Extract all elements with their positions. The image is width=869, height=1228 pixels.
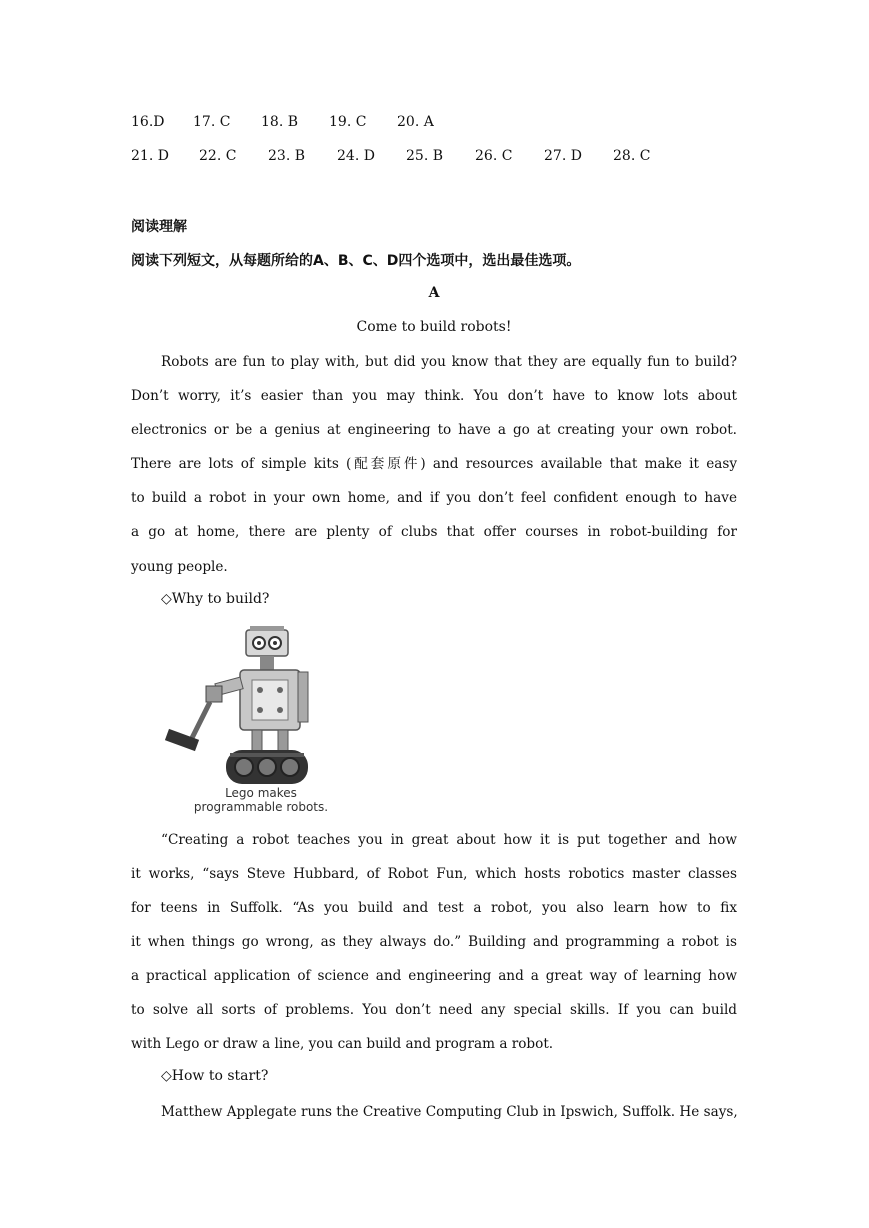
passage-title: Come to build robots! (356, 319, 512, 335)
answer-item: 25. B (406, 148, 444, 164)
para-line: electronics or be a genius at engineering to have a go at creating your own robot. (131, 422, 737, 438)
para-line: it when things go wrong, as they always do.” Building and programming a robot is (131, 934, 737, 950)
answer-item: 22. C (199, 148, 237, 164)
para-line: “Creating a robot teaches you in great about how it is put together and how (161, 832, 737, 848)
answer-item: 20. A (397, 114, 434, 130)
caption-line: programmable robots. (193, 800, 329, 814)
para-line: Don’t worry, it’s easier than you may think. You don’t have to know lots about (131, 388, 737, 404)
answer-item: 27. D (544, 148, 582, 164)
answer-item: 18. B (261, 114, 299, 130)
para-line: with Lego or draw a line, you can build and program a robot. (131, 1036, 554, 1052)
section-title: 阅读理解 (131, 219, 187, 235)
answer-item: 23. B (268, 148, 306, 164)
answer-row-1 (131, 114, 434, 130)
para-line: young people. (131, 559, 228, 575)
instruction: 阅读下列短文，从每题所给的A、B、C、D四个选项中，选出最佳选项。 (131, 253, 581, 269)
para-line: it works, “says Steve Hubbard, of Robot Fun, which hosts robotics master classes (131, 866, 737, 882)
answer-item: 21. D (131, 148, 169, 164)
answer-item: 24. D (337, 148, 375, 164)
answer-item: 16.D (131, 114, 165, 130)
para-line: There are lots of simple kits (配套原件) and resources available that make it easy (131, 456, 737, 472)
para-line: Robots are fun to play with, but did you know that they are equally fun to build? (161, 354, 737, 370)
figure-caption (186, 786, 336, 814)
para-line: for teens in Suffolk. “As you build and test a robot, you also learn how to fix (131, 900, 737, 916)
answer-item: 26. C (475, 148, 513, 164)
para-line: to solve all sorts of problems. You don’t need any special skills. If you can build (131, 1002, 737, 1018)
para-line: Matthew Applegate runs the Creative Computing Club in Ipswich, Suffolk. He says, (161, 1104, 738, 1120)
para-line: to build a robot in your own home, and if you don’t feel confident enough to have (131, 490, 737, 506)
para-line: a practical application of science and engineering and a great way of learning how (131, 968, 737, 984)
answer-item: 19. C (329, 114, 367, 130)
answer-row-2 (131, 148, 650, 164)
passage-label: A (428, 285, 440, 301)
para-line: a go at home, there are plenty of clubs that offer courses in robot-building for (131, 524, 737, 540)
answer-item: 28. C (613, 148, 651, 164)
answer-item: 17. C (193, 114, 231, 130)
caption-line: Lego makes (225, 786, 297, 800)
subheading-how: ◇How to start? (161, 1068, 269, 1084)
subheading-why: ◇Why to build? (161, 591, 270, 607)
